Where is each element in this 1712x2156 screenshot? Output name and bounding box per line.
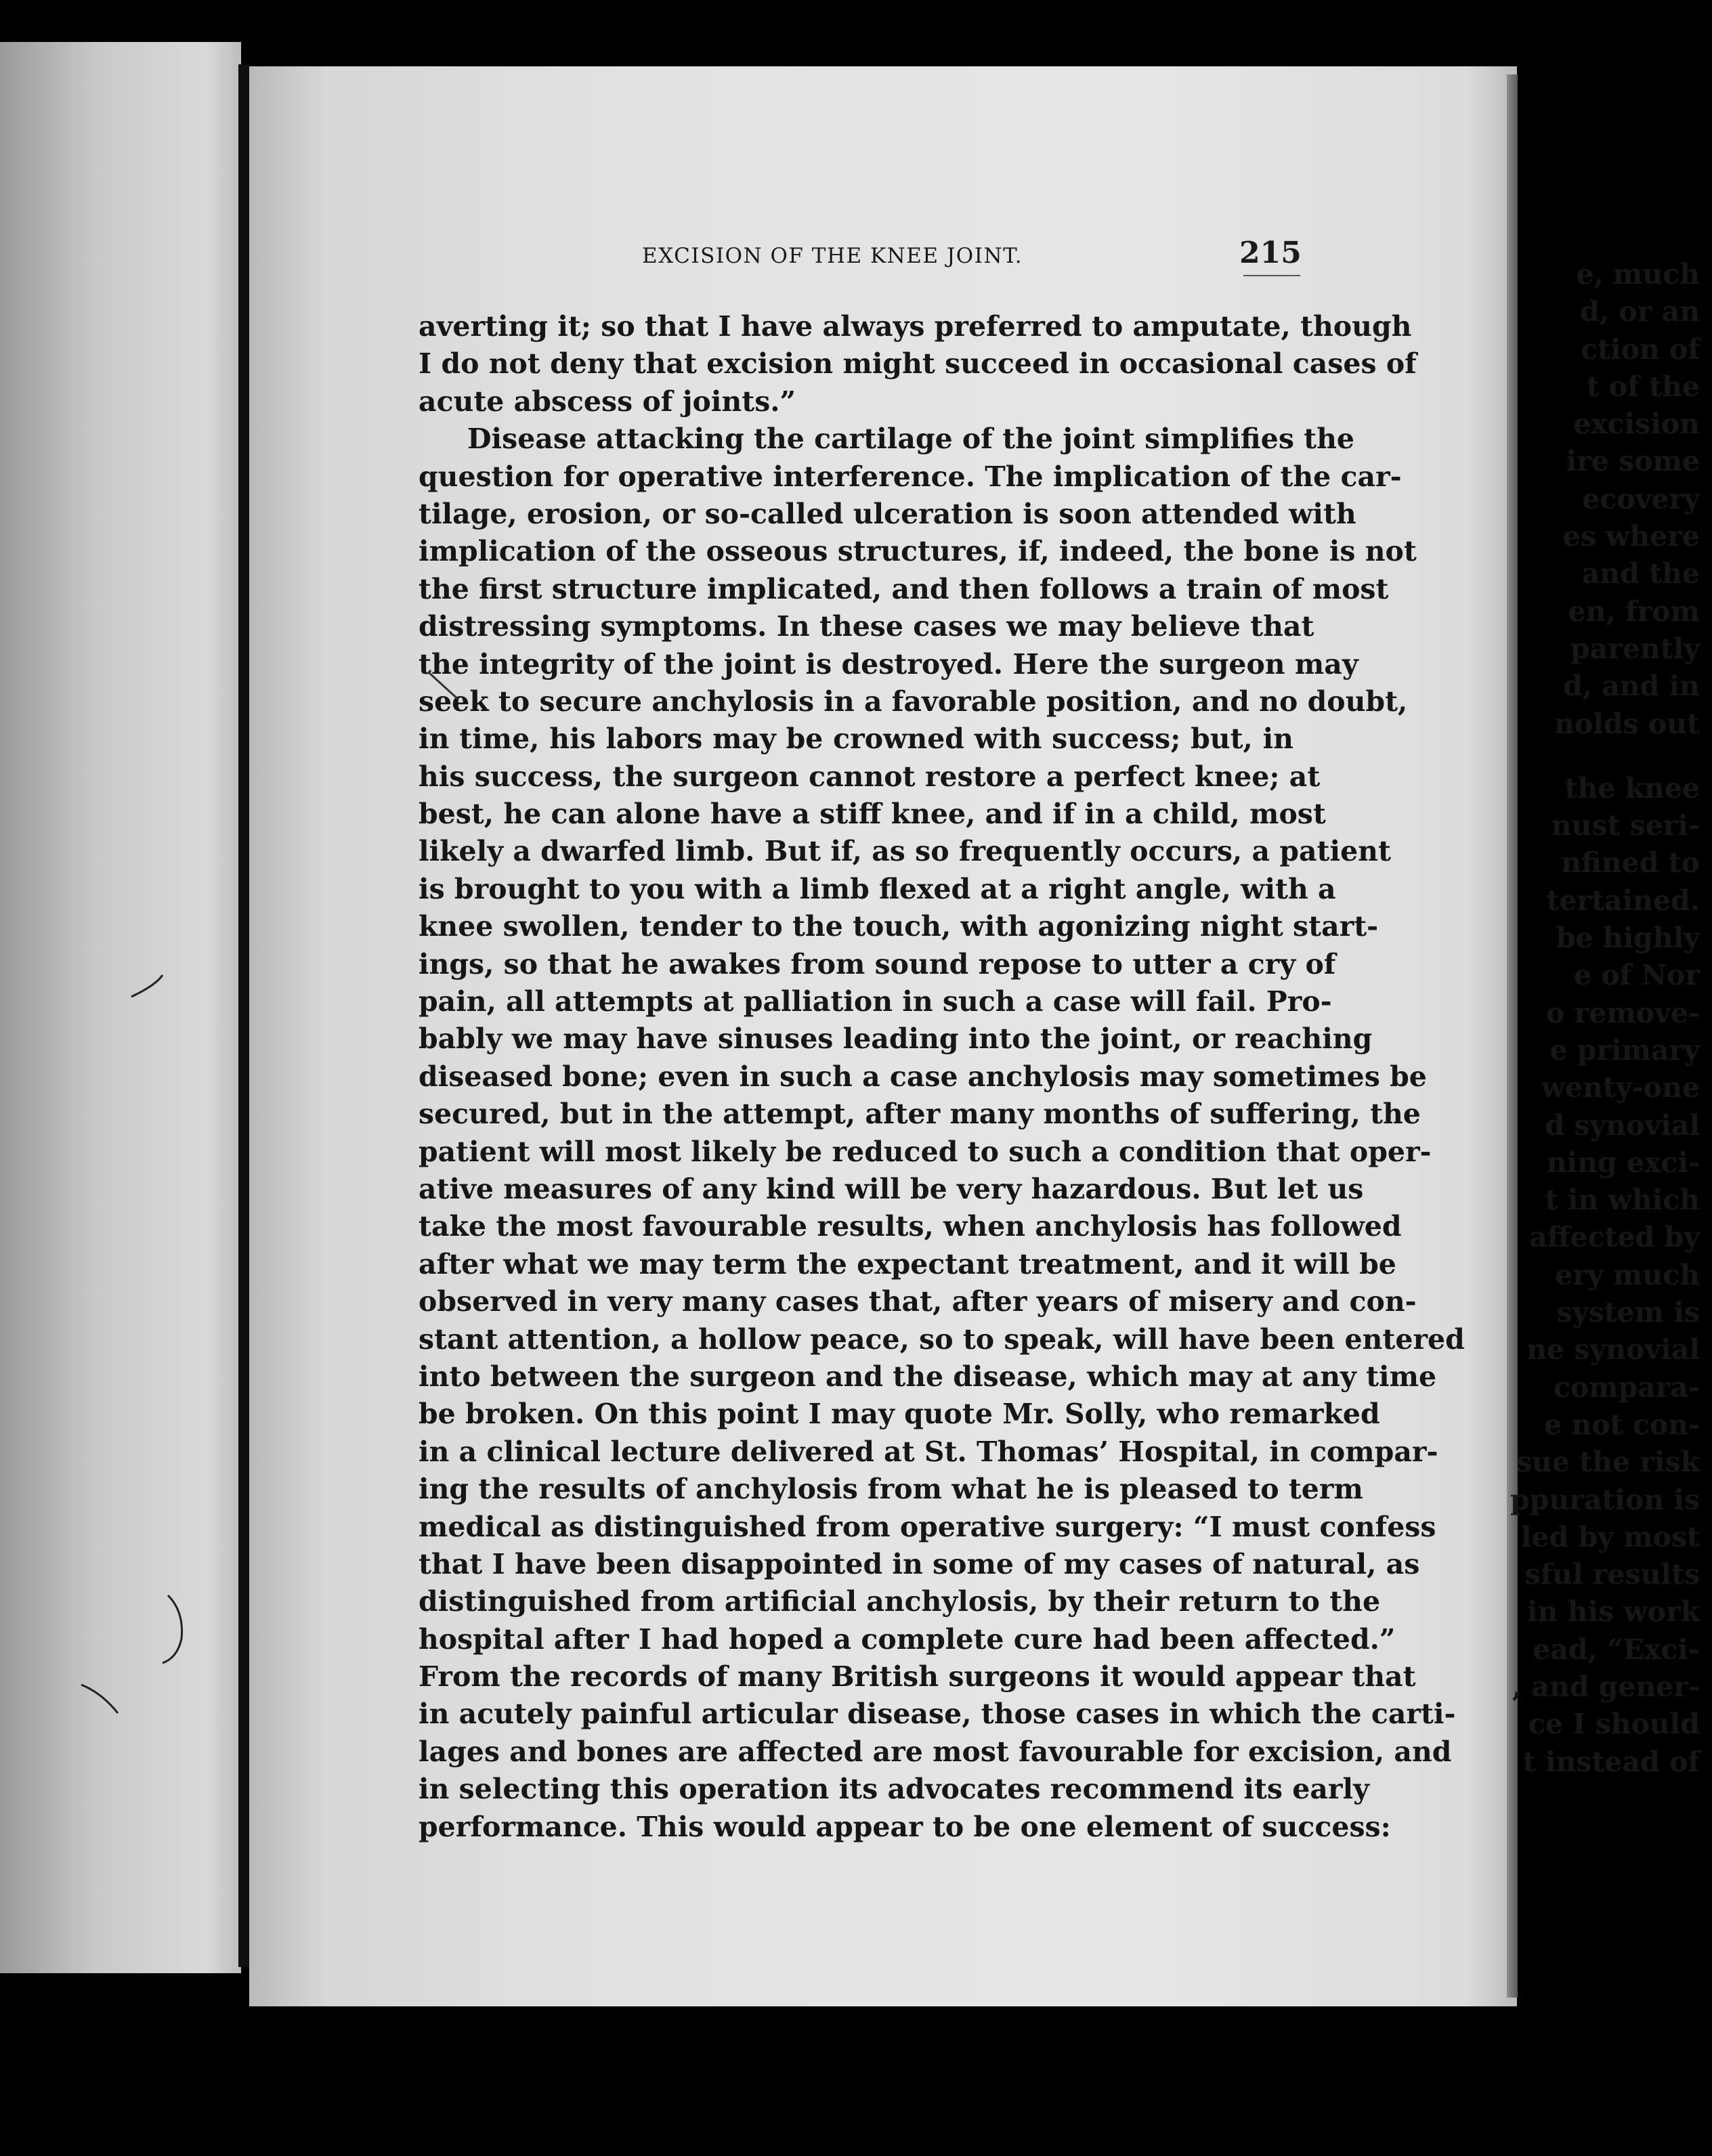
body-line: stant attention, a hollow peace, so to speak, will have been entered — [419, 1322, 1465, 1356]
left-page-line: d, and in — [1563, 670, 1700, 703]
body-line: pain, all attempts at palliation in such a case will fail. Pro- — [419, 985, 1332, 1018]
body-line: in acutely painful articular disease, those cases in which the carti- — [419, 1698, 1456, 1731]
left-page-line: the knee — [1564, 771, 1700, 804]
body-line: after what we may term the expectant treatment, and it will be — [419, 1247, 1396, 1280]
body-line: distressing symptoms. In these cases we may believe that — [419, 610, 1314, 643]
body-line: distinguished from artificial anchylosis, by their return to the — [419, 1585, 1381, 1618]
body-line: question for operative interference. The implication of the car- — [419, 460, 1402, 493]
left-page-text — [1470, 256, 1700, 1781]
body-text — [419, 308, 1465, 1846]
left-page-line: led by most — [1520, 1520, 1700, 1553]
left-page-line: t of the — [1586, 370, 1700, 403]
left-page-line: ning exci- — [1546, 1146, 1700, 1179]
body-line: bably we may have sinuses leading into the joint, or reaching — [419, 1022, 1373, 1056]
body-line: the integrity of the joint is destroyed. Here the surgeon may — [419, 647, 1358, 681]
body-line: ative measures of any kind will be very hazardous. But let us — [419, 1172, 1364, 1205]
left-page-line: wenty-one — [1541, 1071, 1700, 1104]
left-page-line: nust seri- — [1551, 809, 1700, 842]
body-line: secured, but in the attempt, after many months of suffering, the — [419, 1098, 1421, 1131]
body-line: that I have been disappointed in some of my cases of natural, as — [419, 1547, 1420, 1580]
left-page-line: d synovial — [1545, 1108, 1700, 1142]
body-line: lages and bones are affected are most favourable for excision, and — [419, 1735, 1452, 1768]
body-line: in a clinical lecture delivered at St. Thomas’ Hospital, in compar- — [419, 1435, 1438, 1468]
body-line: implication of the osseous structures, if, indeed, the bone is not — [419, 535, 1417, 568]
left-page-line: o remove- — [1546, 996, 1700, 1029]
body-line: medical as distinguished from operative surgery: “I must confess — [419, 1510, 1436, 1543]
left-page-line: e not con- — [1544, 1408, 1700, 1441]
body-line: is brought to you with a limb flexed at a right angle, with a — [419, 872, 1336, 905]
running-title: EXCISION OF THE KNEE JOINT. — [642, 244, 1023, 268]
left-page-line: excision — [1573, 408, 1700, 441]
body-line: in time, his labors may be crowned with success; but, in — [419, 723, 1293, 756]
left-page-line: be highly — [1556, 922, 1700, 955]
body-line: tilage, erosion, or so-called ulceration is soon attended with — [419, 497, 1356, 530]
left-page — [0, 42, 241, 1973]
body-line: averting it; so that I have always preferred to amputate, though — [419, 310, 1412, 343]
left-page-line: e of Nor — [1573, 959, 1700, 992]
left-page-line: en, from — [1568, 595, 1700, 628]
body-line: performance. This would appear to be one element of success: — [419, 1810, 1391, 1843]
left-page-line: ce I should — [1528, 1708, 1700, 1741]
body-line: diseased bone; even in such a case anchylosis may sometimes be — [419, 1060, 1427, 1093]
body-line: I do not deny that excision might succeed in occasional cases of — [419, 347, 1417, 381]
body-line: hospital after I had hoped a complete cure had been affected.” — [419, 1622, 1396, 1656]
left-page-line: affected by — [1529, 1221, 1700, 1254]
body-line: the first structure implicated, and then follows a train of most — [419, 572, 1389, 605]
body-line: Disease attacking the cartilage of the joint simplifies the — [467, 423, 1355, 456]
left-page-line: e, much — [1576, 258, 1700, 290]
body-line: take the most favourable results, when anchylosis has followed — [419, 1210, 1402, 1243]
left-page-line: parently — [1570, 632, 1700, 665]
body-line: knee swollen, tender to the touch, with agonizing night start- — [419, 910, 1379, 943]
body-line: his success, the surgeon cannot restore a perfect knee; at — [419, 760, 1321, 793]
left-page-line: and the — [1581, 557, 1700, 590]
left-page-line: ire some — [1566, 445, 1700, 478]
body-line: ing the results of anchylosis from what he is pleased to term — [419, 1473, 1363, 1506]
left-page-line: nfined to — [1561, 846, 1700, 880]
body-line: ings, so that he awakes from sound repose to utter a cry of — [419, 947, 1336, 980]
left-page-line: tertained. — [1546, 884, 1700, 917]
left-page-line: e primary — [1549, 1033, 1700, 1066]
left-page-line: system is — [1556, 1296, 1700, 1329]
left-page-line: es where — [1562, 520, 1700, 553]
body-line: be broken. On this point I may quote Mr. Solly, who remarked — [419, 1398, 1380, 1431]
left-page-line: in his work — [1526, 1595, 1700, 1629]
body-line: likely a dwarfed limb. But if, as so frequently occurs, a patient — [419, 835, 1391, 868]
left-page-line: ppuration is — [1510, 1483, 1700, 1516]
left-page-line: ead, “Exci- — [1533, 1633, 1700, 1666]
left-page-line: ne synovial — [1526, 1333, 1700, 1366]
left-page-line: sful results — [1524, 1558, 1700, 1591]
body-line: in selecting this operation its advocates recommend its early — [419, 1773, 1369, 1806]
body-line: acute abscess of joints.” — [419, 385, 796, 418]
left-page-line: ery much — [1555, 1258, 1700, 1291]
body-line: seek to secure anchylosis in a favorable position, and no doubt, — [419, 685, 1408, 718]
body-line: into between the surgeon and the disease, which may at any time — [419, 1360, 1437, 1393]
page-number: 215 — [1239, 236, 1302, 270]
left-page-line: , and gener- — [1512, 1670, 1700, 1703]
body-line: patient will most likely be reduced to such a condition that oper- — [419, 1135, 1432, 1168]
page-number-rule — [1243, 275, 1300, 276]
left-page-line: nolds out — [1554, 707, 1700, 740]
body-line: best, he can alone have a stiff knee, and if in a child, most — [419, 798, 1326, 831]
body-line: observed in very many cases that, after years of misery and con- — [419, 1285, 1417, 1318]
body-line: From the records of many British surgeons it would appear that — [419, 1660, 1416, 1694]
left-page-line: d, or an — [1580, 295, 1700, 328]
left-page-line: t instead of — [1522, 1745, 1700, 1778]
left-page-line: compara- — [1553, 1371, 1700, 1404]
book-gutter — [238, 64, 249, 1967]
left-page-paragraph-gap — [1470, 743, 1700, 770]
left-page-line: t in which — [1545, 1184, 1700, 1217]
left-page-line: ecovery — [1582, 482, 1700, 515]
left-page-line: ction of — [1581, 332, 1700, 366]
left-page-line: sue the risk — [1516, 1446, 1700, 1479]
